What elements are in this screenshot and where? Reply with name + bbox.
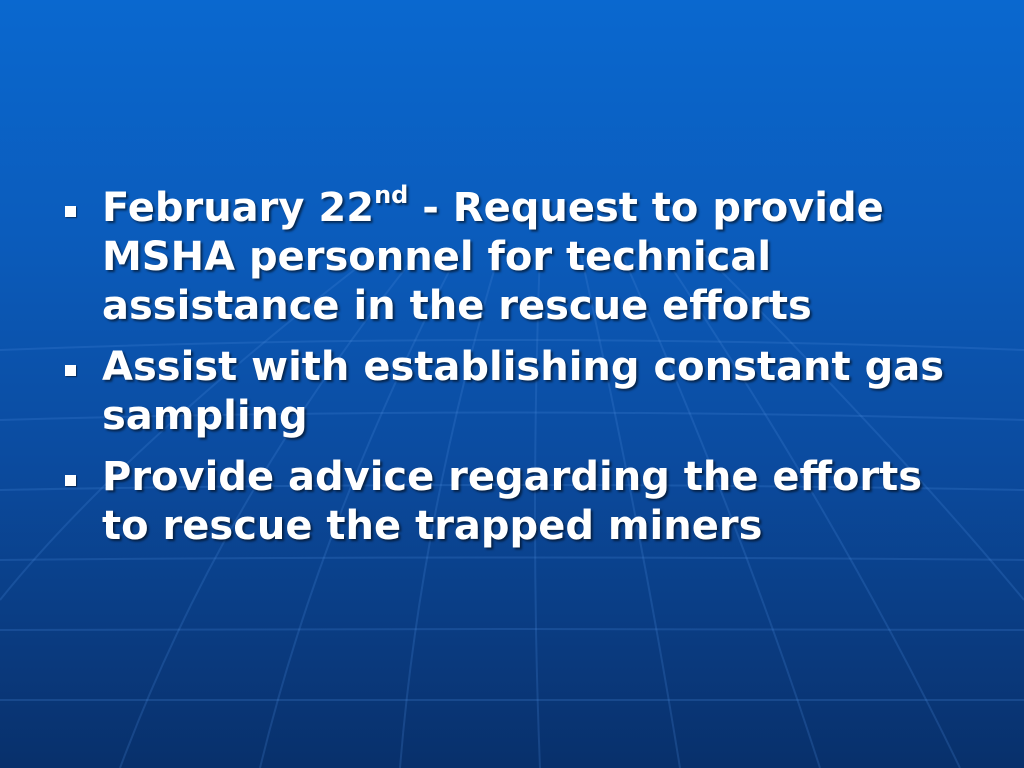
square-bullet-icon [65,365,76,376]
bullet-item-rescue-advice [62,453,982,551]
square-bullet-icon [65,206,76,217]
bullet-text-part: - Request to provide MSHA personnel for technical assistance in the rescue efforts [102,185,884,329]
bullet-text: Assist with establishing constant gas sampling [102,344,945,439]
bullet-text-part: February 22 [102,185,375,231]
bullet-item-february-request [62,181,982,331]
ordinal-superscript: nd [374,181,409,209]
square-bullet-icon [65,475,76,486]
bullet-item-gas-sampling [62,343,982,441]
bullet-list [62,181,982,563]
bullet-text: Provide advice regarding the efforts to rescue the trapped miners [102,454,923,549]
